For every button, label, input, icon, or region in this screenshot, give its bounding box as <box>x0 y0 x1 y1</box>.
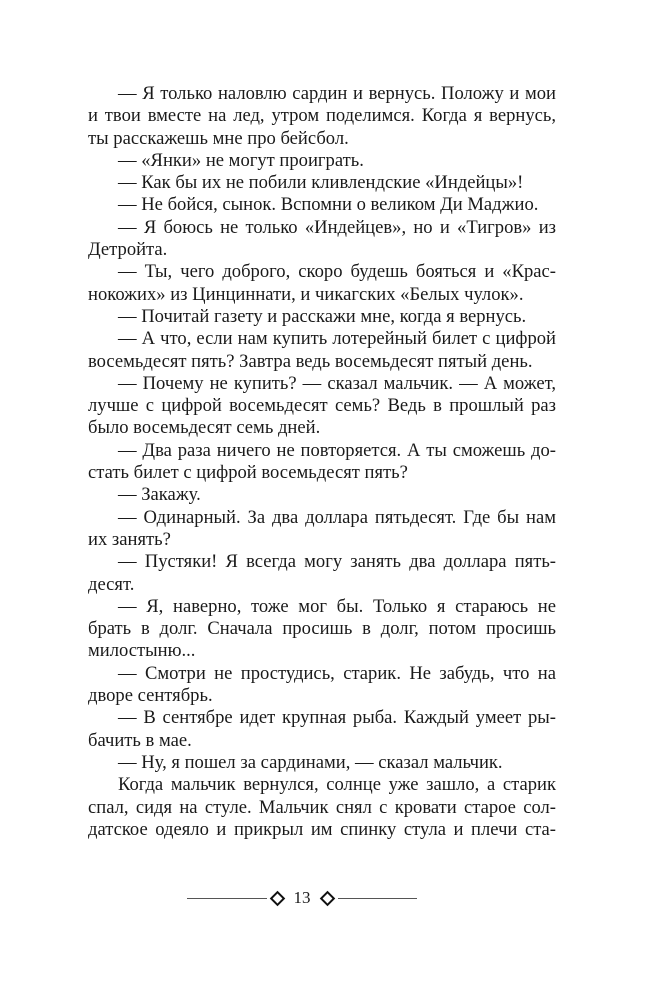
paragraph <box>88 306 556 328</box>
paragraph <box>88 194 556 216</box>
text-line: дворе сентябрь. <box>88 685 213 707</box>
text-line: было восемьдесят семь дней. <box>88 417 321 439</box>
paragraph <box>88 551 556 596</box>
diamond-ornament-icon <box>269 890 285 906</box>
text-line: Когда мальчик вернулся, солнце уже зашло, а старик <box>118 774 556 796</box>
text-line: милостыню... <box>88 640 196 662</box>
footer-rule-left <box>187 898 267 899</box>
text-line: — А что, если нам купить лотерейный билет с цифрой <box>118 328 556 350</box>
text-line: нокожих» из Цинциннати, и чикагских «Белых чулок». <box>88 283 524 305</box>
paragraph <box>88 328 556 373</box>
text-line: — Ты, чего доброго, скоро будешь бояться и «Крас- <box>118 261 556 283</box>
text-line: десят. <box>88 573 135 595</box>
paragraph <box>88 507 556 552</box>
text-line: — Одинарный. За два доллара пятьдесят. Где бы нам <box>118 506 556 528</box>
text-line: — Два раза ничего не повторяется. А ты сможешь до- <box>118 439 556 461</box>
text-line: — «Янки» не могут проиграть. <box>118 149 364 171</box>
text-line: — Почему не купить? — сказал мальчик. — А может, <box>118 372 556 394</box>
text-line: — Ну, я пошел за сардинами, — сказал мальчик. <box>118 751 503 773</box>
page-footer <box>187 888 417 908</box>
paragraph <box>88 663 556 708</box>
paragraph <box>88 150 556 172</box>
text-line: ты расскажешь мне про бейсбол. <box>88 127 349 149</box>
paragraph <box>88 261 556 306</box>
paragraph <box>88 774 556 841</box>
text-line: восемьдесят пять? Завтра ведь восемьдесят пятый день. <box>88 350 533 372</box>
text-line: брать в долг. Сначала просишь в долг, потом просишь <box>88 618 556 640</box>
paragraph <box>88 440 556 485</box>
page-body-text <box>88 83 556 841</box>
text-line: их занять? <box>88 528 171 550</box>
text-line: — В сентябре идет крупная рыба. Каждый умеет ры- <box>118 707 556 729</box>
text-line: — Смотри не простудись, старик. Не забудь, что на <box>118 662 556 684</box>
text-line: — Я только наловлю сардин и вернусь. Положу и мои <box>118 83 556 104</box>
paragraph <box>88 752 556 774</box>
paragraph <box>88 172 556 194</box>
text-line: бачить в мае. <box>88 729 192 751</box>
page-number: 13 <box>293 888 311 907</box>
text-line: спал, сидя на стуле. Мальчик снял с кровати старое сол- <box>88 796 556 818</box>
diamond-ornament-icon <box>319 890 335 906</box>
text-line: — Почитай газету и расскажи мне, когда я вернусь. <box>118 305 527 327</box>
text-line: стать билет с цифрой восемьдесят пять? <box>88 462 408 484</box>
text-line: и твои вместе на лед, утром поделимся. Когда я вернусь, <box>88 105 556 127</box>
text-line: датское одеяло и прикрыл им спинку стула и плечи ста- <box>88 818 556 840</box>
text-line: лучше с цифрой восемьдесят семь? Ведь в прошлый раз <box>88 395 556 417</box>
text-line: — Я, наверно, тоже мог бы. Только я стараюсь не <box>118 595 556 617</box>
text-line: — Я боюсь не только «Индейцев», но и «Тигров» из <box>118 216 556 238</box>
paragraph <box>88 217 556 262</box>
text-line: — Пустяки! Я всегда могу занять два доллара пять- <box>118 551 556 573</box>
paragraph <box>88 484 556 506</box>
footer-rule-right <box>338 898 418 899</box>
text-line: — Не бойся, сынок. Вспомни о великом Ди Маджио. <box>118 194 539 216</box>
paragraph <box>88 373 556 440</box>
paragraph <box>88 596 556 663</box>
text-line: — Закажу. <box>118 484 201 506</box>
paragraph <box>88 83 556 150</box>
paragraph <box>88 707 556 752</box>
text-line: Детройта. <box>88 239 168 261</box>
text-line: — Как бы их не побили кливлендские «Индейцы»! <box>118 172 524 194</box>
